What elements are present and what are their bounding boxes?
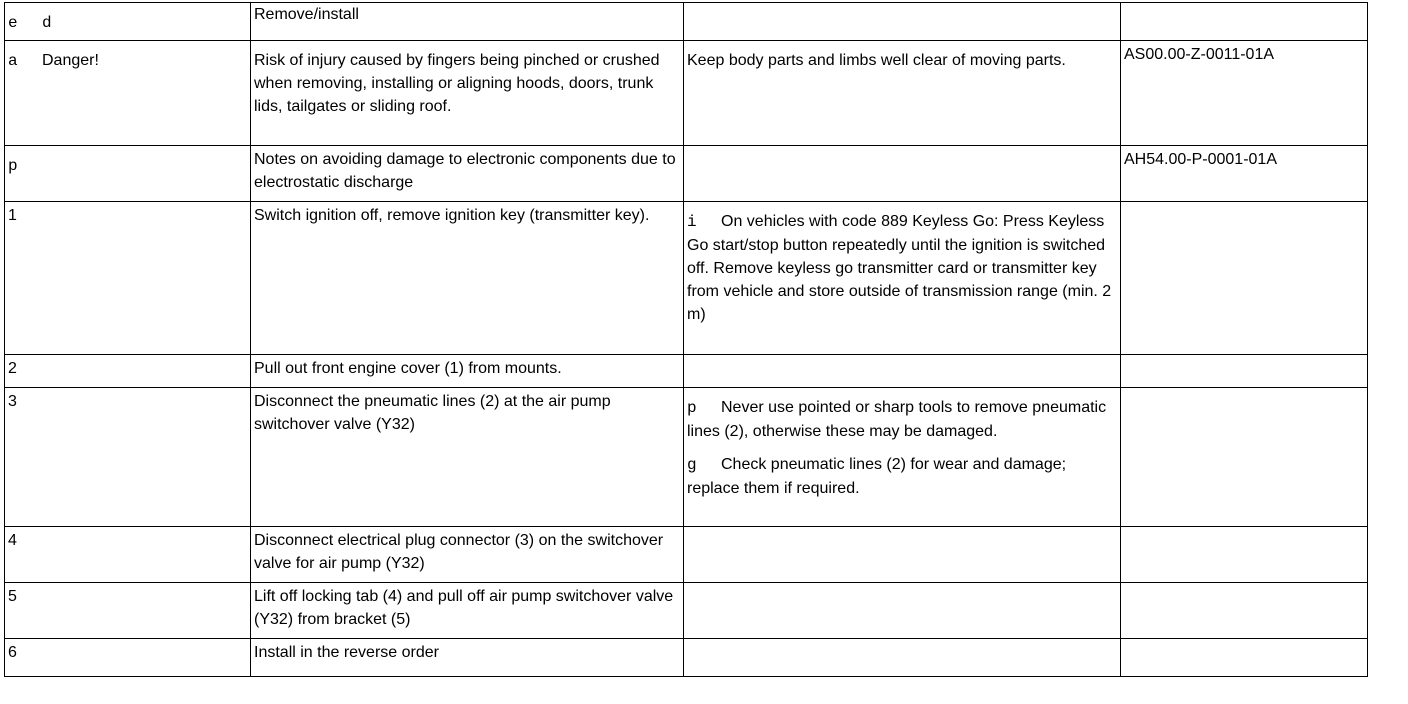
action-text: Disconnect electrical plug connector (3) on the switchover valve for air pump (Y32) [254,532,664,572]
notes-cell [684,355,1121,388]
step-cell [5,41,251,146]
note-symbol: p [687,399,697,417]
page-title: Remove/install [254,6,359,23]
note-symbol: p [8,157,18,175]
notes-cell [684,639,1121,677]
notes-cell [684,388,1121,527]
notes-cell [684,146,1121,202]
note-text: Keep body parts and limbs well clear of moving parts. [687,52,1066,69]
action-text: Disconnect the pneumatic lines (2) at the air pump switchover valve (Y32) [254,393,611,433]
table-row [5,202,1368,355]
action-cell [251,202,684,355]
action-cell [251,639,684,677]
notes-cell [684,527,1121,583]
action-cell [251,41,684,146]
header-symbols-cell [5,3,251,41]
ref-cell [1121,355,1368,388]
warning-symbol: a [8,52,18,70]
step-cell [5,639,251,677]
step-cell [5,527,251,583]
procedure-table [4,2,1368,677]
table-row [5,355,1368,388]
notes-cell [684,583,1121,639]
action-text: Switch ignition off, remove ignition key (transmitter key). [254,207,650,224]
ref-cell [1121,202,1368,355]
action-text: Install in the reverse order [254,644,439,661]
check-symbol: g [687,456,697,474]
notes-cell [684,41,1121,146]
header-row [5,3,1368,41]
note-text: On vehicles with code 889 Keyless Go: Press Keyless Go start/stop button repeatedly until the ignition is switched off. Remove keyless go transmitter card or transmitter key from vehicle and store outside of transmission range (min. 2 m) [687,213,1112,323]
step-cell [5,583,251,639]
ref-cell [1121,146,1368,202]
action-text: Notes on avoiding damage to electronic components due to electrostatic discharge [254,151,676,191]
step-number: 6 [8,644,17,661]
ref-cell [1121,41,1368,146]
ref-cell [1121,388,1368,527]
header-title-cell [251,3,684,41]
table-row [5,388,1368,527]
info-symbol: i [687,213,697,231]
note-text: Never use pointed or sharp tools to remove pneumatic lines (2), otherwise these may be damaged. [687,399,1107,440]
ref-cell [1121,527,1368,583]
header-symbol-e: e [8,14,18,32]
reference-code: AH54.00-P-0001-01A [1124,151,1277,168]
table-row [5,639,1368,677]
step-number: 1 [8,207,17,224]
ref-cell [1121,639,1368,677]
action-text: Lift off locking tab (4) and pull off air pump switchover valve (Y32) from bracket (5) [254,588,674,628]
step-number: 4 [8,532,17,549]
step-number: 3 [8,393,17,410]
action-text: Pull out front engine cover (1) from mounts. [254,360,562,377]
ref-cell [1121,583,1368,639]
note-paragraph [687,453,1117,500]
action-cell [251,355,684,388]
table-row [5,527,1368,583]
step-cell [5,355,251,388]
step-cell [5,388,251,527]
header-ref-cell [1121,3,1368,41]
danger-label: Danger! [42,52,99,69]
notes-cell [684,202,1121,355]
table-row [5,41,1368,146]
step-number: 2 [8,360,17,377]
note-paragraph [687,210,1117,326]
header-symbol-d: d [42,14,52,32]
action-cell [251,583,684,639]
action-cell [251,527,684,583]
note-paragraph [687,396,1117,443]
table-row [5,583,1368,639]
step-cell [5,146,251,202]
step-cell [5,202,251,355]
header-notes-cell [684,3,1121,41]
action-cell [251,146,684,202]
action-cell [251,388,684,527]
action-text: Risk of injury caused by fingers being pinched or crushed when removing, installing or aligning hoods, doors, trunk lids, tailgates or sliding roof. [254,52,660,115]
note-text: Check pneumatic lines (2) for wear and damage; replace them if required. [687,456,1067,497]
table-row [5,146,1368,202]
reference-code: AS00.00-Z-0011-01A [1124,46,1275,63]
step-number: 5 [8,588,17,605]
